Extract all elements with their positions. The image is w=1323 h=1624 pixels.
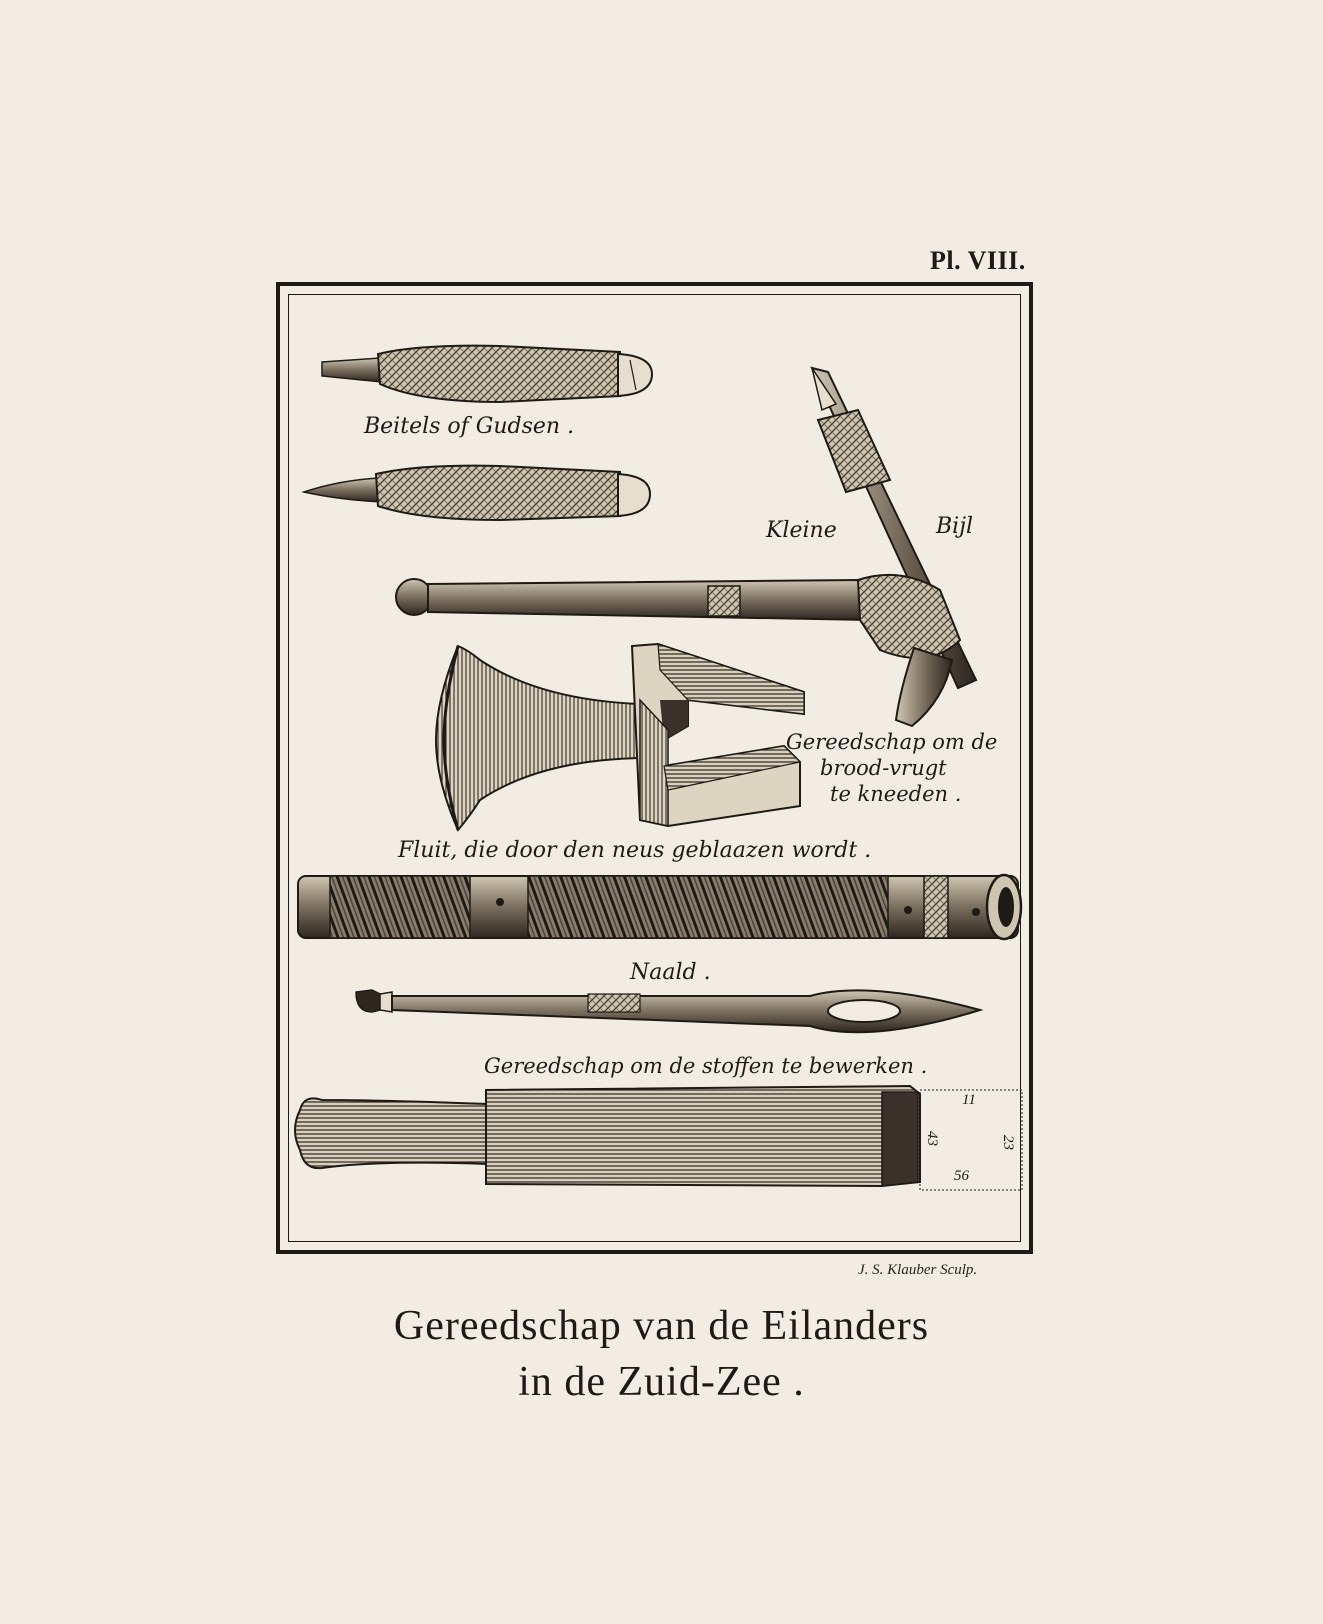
chisel-bottom [304,466,650,520]
dimension-bottom: 56 [954,1168,969,1184]
chisel-top [322,346,652,402]
axe-label-right: Bijl [936,514,974,539]
axe-label-left: Kleine [766,518,837,543]
needle [356,990,980,1032]
dimension-right: 23 [1000,1135,1016,1150]
cloth-beater [295,1086,1022,1190]
nose-flute [298,875,1021,939]
engraver-credit: J. S. Klauber Sculp. [858,1262,978,1278]
breadfruit-pounder [436,644,804,830]
flute-label: Fluit, die door den neus geblaazen wordt . [398,838,872,863]
pounder-label-line1: Gereedschap om de [786,730,998,754]
pounder-label-line2: brood-vrugt [820,756,947,780]
dimension-top: 11 [962,1092,976,1108]
chisels-label: Beitels of Gudsen . [364,414,575,439]
beater-label: Gereedschap om de stoffen te bewerken . [484,1054,928,1078]
title-line2: in de Zuid-Zee . [518,1359,805,1405]
plate-number: Pl. VIII. [930,246,1026,275]
title-line1: Gereedschap van de Eilanders [393,1303,930,1349]
pounder-label-line3: te kneeden . [830,782,962,806]
needle-label: Naald . [630,960,711,985]
dimension-left: 43 [924,1131,940,1146]
